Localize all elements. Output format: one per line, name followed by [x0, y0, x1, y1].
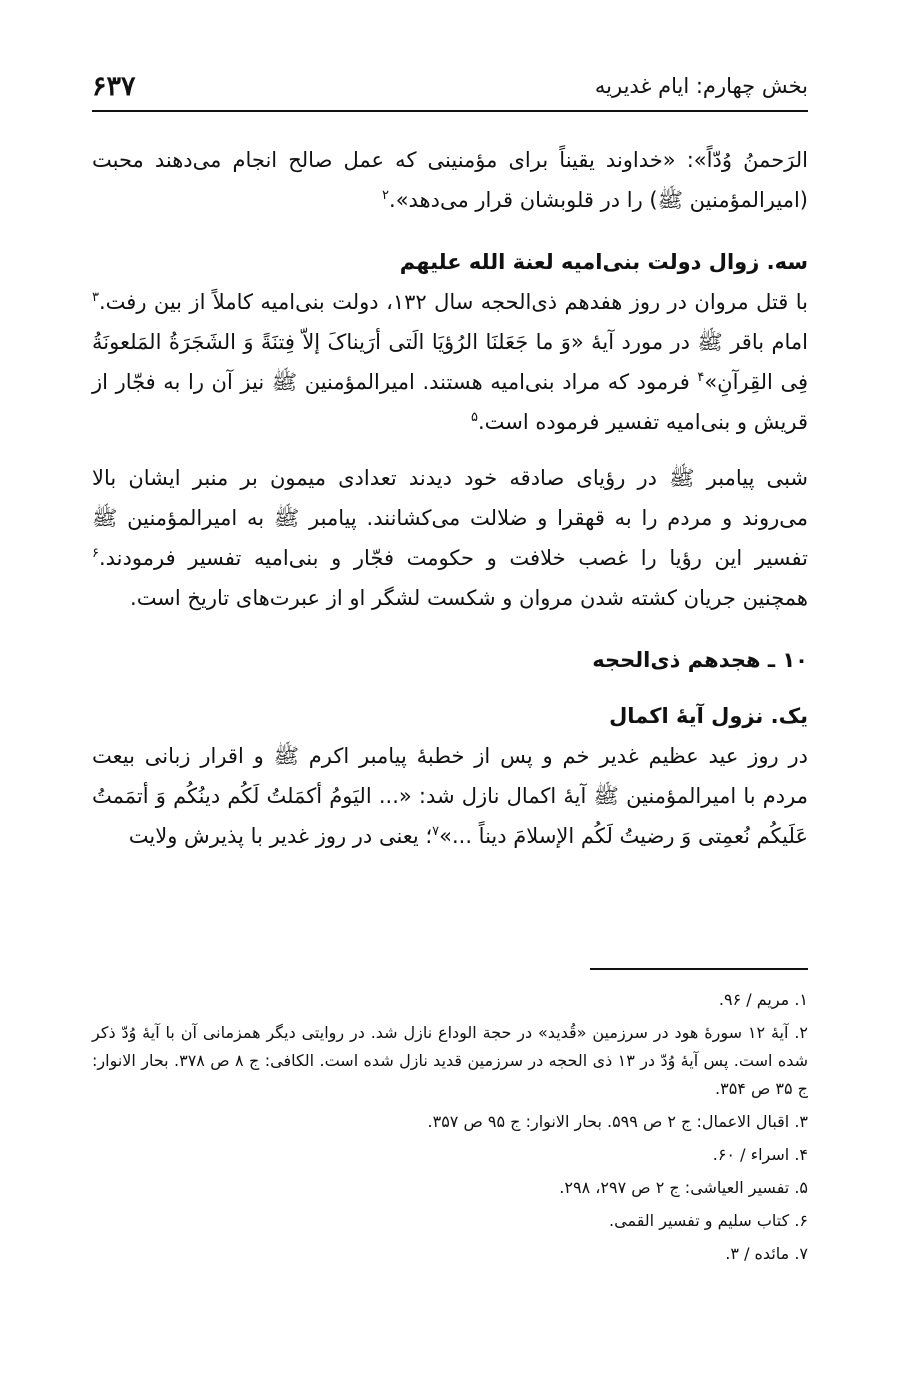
paragraph-dream: [92, 458, 808, 618]
footnote-ref[interactable]: ۶: [92, 546, 99, 561]
paragraph-intro: [92, 140, 808, 220]
page-number: ۶۳۷: [92, 71, 136, 102]
paragraph-text: فرمود که مراد بنی‌امیه هستند. امیرالمؤمنین ﷺ نیز آن را به فجّار از قریش و بنی‌امیه تفسیر فرموده است.: [92, 370, 808, 434]
footnote-item: ۳. اقبال الاعمال: ج ۲ ص ۵۹۹. بحار الانوار: ج ۹۵ ص ۳۵۷.: [427, 1112, 808, 1131]
footnote-ref[interactable]: ۵: [470, 410, 478, 425]
footnote-ref[interactable]: ۷: [432, 824, 440, 839]
footnote-item: ۵. تفسیر العیاشی: ج ۲ ص ۲۹۷، ۲۹۸.: [559, 1178, 808, 1197]
paragraph-text: ؛ یعنی در روز غدیر با پذیرش ولایت: [128, 824, 433, 848]
footnote-ref[interactable]: ۴: [697, 370, 705, 385]
running-title: بخش چهارم: ایام غدیریه: [594, 74, 808, 98]
paragraph-text: الرَحمنُ وُدّاً»: «خداوند یقیناً برای مؤمنینی که عمل صالح انجام می‌دهند محبت (امیرالمؤمنین ﷺ) را در قلوبشان قرار می‌دهد».: [92, 148, 808, 212]
paragraph-umayyad: [92, 282, 808, 442]
paragraph-text: با قتل مروان در روز هفدهم ذی‌الحجه سال ۱۳۲، دولت بنی‌امیه کاملاً از بین رفت.: [98, 290, 808, 314]
section-heading-seh: سه. زوال دولت بنی‌امیه لعنة الله علیهم: [399, 250, 808, 274]
paragraph-text: شبی پیامبر ﷺ در رؤیای صادقه خود دیدند تعدادی میمون بر منبر ایشان بالا می‌روند و مردم را به قهقرا و ضلالت می‌کشانند. پیامبر ﷺ به امیرالمؤمنین ﷺ تفسیر این رؤیا را غصب خلافت و حکومت فجّار و بنی‌امیه تفسیر فرمودند.: [92, 466, 808, 570]
main-text: [92, 140, 808, 856]
footnote-item: ۷. مائده / ۳.: [725, 1244, 808, 1263]
page-header: [92, 62, 808, 112]
section-heading-10: ۱۰ ـ هجدهم ذی‌الحجه: [592, 648, 808, 672]
footnote-ref[interactable]: ۲: [382, 188, 390, 203]
footnote-ref[interactable]: ۳: [92, 290, 99, 305]
footnote-item: ۴. اسراء / ۶۰.: [712, 1145, 808, 1164]
paragraph-ikmal: [92, 736, 808, 856]
footnote-item: ۱. مریم / ۹۶.: [718, 990, 808, 1009]
footnote-item: ۲. آیهٔ ۱۲ سورهٔ هود در سرزمین «قُدید» در حجة الوداع نازل شد. در روایتی دیگر همزمانی آن با آیهٔ وُدّ ذکر شده است. پس آیهٔ وُدّ در ۱۳ ذی الحجه در سرزمین قدید نازل شده است. الکافی: ج ۸ ص ۳۷۸. بحار الانوار: ج ۳۵ ص ۳۵۴.: [92, 1023, 809, 1098]
footnote-item: ۶. کتاب سلیم و تفسیر القمی.: [609, 1211, 808, 1230]
paragraph-text: امام باقر ﷺ در مورد آیهٔ «وَ ما جَعَلنَا الرُؤیَا الَتی أرَیناکَ إلاّ فِتنَةً وَ الشَجَرَةُ المَلعونَةُ فِی القِرآنِ»: [92, 330, 808, 394]
section-heading-yek: یک. نزول آیهٔ اکمال: [609, 704, 808, 728]
paragraph-text: در روز عید عظیم غدیر خم و پس از خطبهٔ پیامبر اکرم ﷺ و اقرار زبانی بیعت مردم با امیرالمؤمنین ﷺ آیهٔ اکمال نازل شد: «... الیَومُ أکمَلتُ لَکُم دینُکُم وَ أتمَمتُ عَلَیکُم نُعمِتی وَ رضیتُ لَکُم الإسلامَ دیناً ...»: [92, 744, 808, 848]
paragraph-text: همچنین جریان کشته شدن مروان و شکست لشگر او از عبرت‌های تاریخ است.: [130, 586, 808, 610]
footnotes: [92, 986, 808, 1268]
footnote-divider: [590, 968, 808, 970]
